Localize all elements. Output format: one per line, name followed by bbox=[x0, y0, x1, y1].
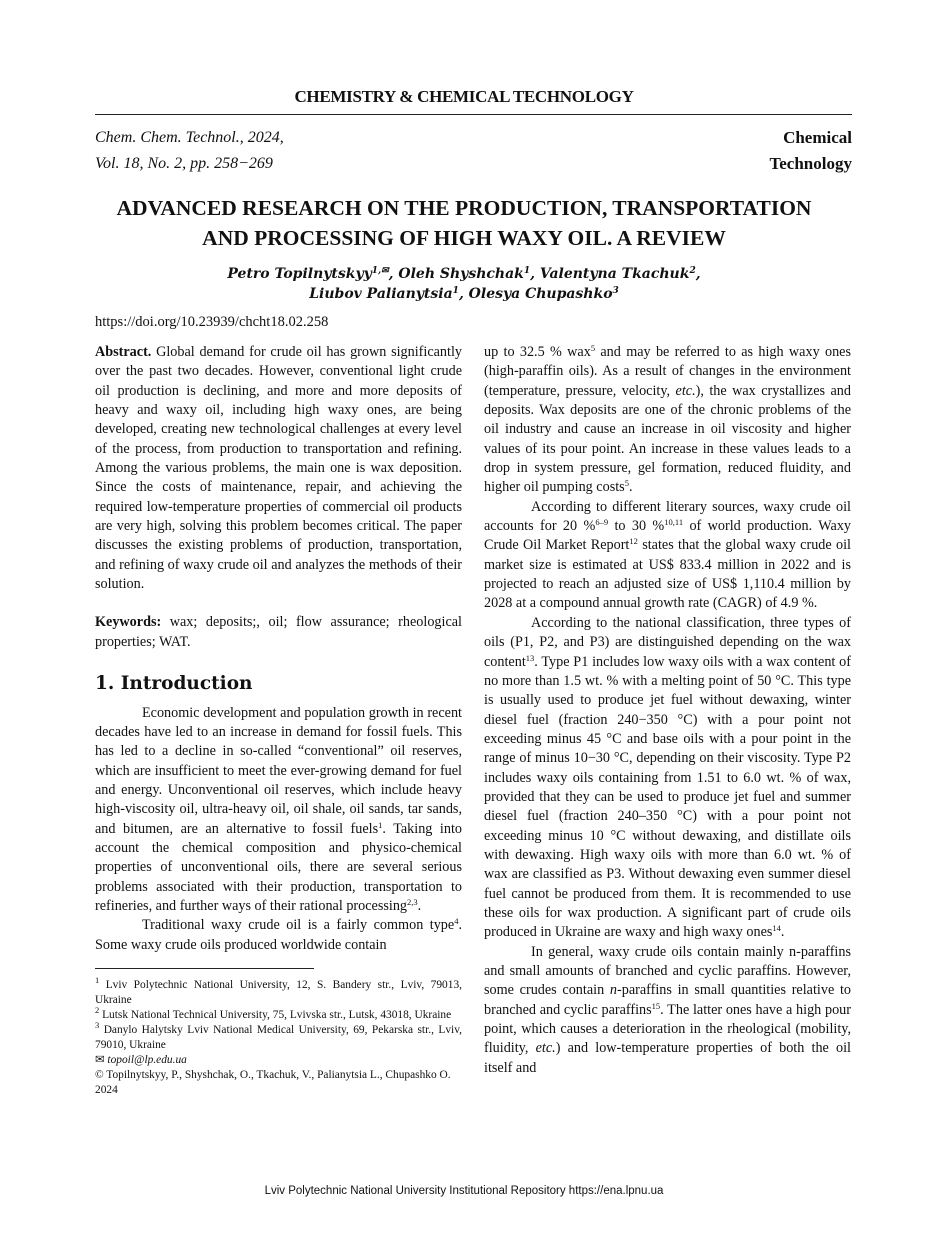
section-heading: 1. Introduction bbox=[95, 673, 253, 695]
superscript-ref: 1 bbox=[452, 286, 459, 296]
text-run: up to 32.5 % wax bbox=[484, 344, 591, 360]
keywords bbox=[95, 613, 462, 652]
text-run: , Valentyna Tkachuk bbox=[530, 266, 690, 282]
text-run: According to the national classification, three types of oils (P1, P2, and P3) are distinguished depending on the wax content bbox=[484, 614, 851, 670]
journal-banner: CHEMISTRY & CHEMICAL TECHNOLOGY bbox=[294, 87, 634, 106]
doi-link[interactable]: https://doi.org/10.23939/chcht18.02.258 bbox=[95, 314, 329, 330]
left-column bbox=[95, 343, 462, 955]
text-run: ) and low-temperature properties of both the oil itself and bbox=[484, 1040, 851, 1076]
text-run: In general, waxy crude oils contain mainly n-paraffins and small amounts of branched and cyclic paraffins. However, some crudes contain bbox=[484, 943, 851, 999]
superscript-ref: 2 bbox=[689, 266, 696, 276]
text-run: Lviv Polytechnic National University, 12, S. Bandery str., Lviv, 79013, Ukraine bbox=[95, 979, 462, 1006]
right-column bbox=[484, 343, 851, 1078]
footnote-email[interactable] bbox=[95, 1053, 462, 1068]
repository-footer: Lviv Polytechnic National University Institutional Repository https://ena.lpnu.ua bbox=[264, 1185, 664, 1197]
text-run: etc. bbox=[535, 1040, 556, 1057]
footnote-affiliation-1 bbox=[95, 975, 462, 1008]
citation bbox=[95, 125, 284, 177]
text-run: of world production. Waxy Crude Oil Market Report bbox=[484, 518, 852, 554]
text-run: . Type P1 includes low waxy oils with a wax content of no more than 1.5 wt. % with a melting point of 50 °C. This type is usually used to produce jet fuel without dewaxing, winter diesel fuel (fraction 240−350 °C) with a pour point not exceeding minus 45 °C and base oils with a pour point in the range of minus 10−30 °C, depending on their viscosity. Type P2 includes waxy oils containing from 1.51 to 6.0 wt. % of wax, provided that they can be used to produce jet fuel and summer diesel fuel (fraction 240–350 °C) with a pour point not exceeding minus 10 °C without dewaxing, and distillate oils with dewaxing. High waxy oils with more than 6.0 wt. % of wax are classified as P3. Without dewaxing even summer diesel fuel cannot be produced from them. It is recommended to use these oils for wax production. A significant part of crude oils produced in Ukraine are waxy and high waxy ones bbox=[484, 653, 851, 941]
paragraph bbox=[484, 498, 851, 614]
paragraph bbox=[484, 943, 851, 1078]
text-run: Abstract. bbox=[95, 344, 152, 360]
superscript-ref: 5 bbox=[590, 343, 596, 353]
text-run: . The latter ones have a high pour point, which causes a deterioration in the rheological (mobility, fluidity, bbox=[484, 1001, 851, 1057]
text-run: states that the global waxy crude oil market size is estimated at US$ 833.4 million in 2022 and is projected to reach an adjusted size of US$ 1,110.4 million by 2028 at a compound annual growth rate (CAGR) of 4.9 %. bbox=[484, 537, 851, 612]
footnote-divider bbox=[95, 968, 314, 969]
superscript-ref: 4 bbox=[454, 916, 459, 927]
text-run: © Topilnytskyy, P., Shyshchak, O., Tkachuk, V., Palianytsia L., Chupashko O. 2024 bbox=[95, 1069, 451, 1096]
text-run: , Olesya Chupashko bbox=[458, 286, 613, 302]
title-line-2: AND PROCESSING OF HIGH WAXY OIL. A REVIEW bbox=[202, 226, 726, 250]
paragraph bbox=[484, 343, 851, 498]
text-run: . Some waxy crude oils produced worldwide contain bbox=[95, 917, 462, 953]
author-line bbox=[100, 264, 828, 284]
superscript-ref: 2,3 bbox=[407, 896, 418, 907]
superscript-ref: 13 bbox=[525, 652, 535, 663]
author-list bbox=[100, 264, 828, 304]
footnote-affiliation-2 bbox=[95, 1005, 462, 1023]
superscript-ref: 3 bbox=[612, 286, 619, 296]
text-run: etc. bbox=[675, 382, 696, 399]
superscript-ref: 10,11 bbox=[664, 517, 684, 528]
text-run: . bbox=[417, 897, 422, 914]
text-run: wax; deposits;, oil; flow assurance; rheological properties; WAT. bbox=[95, 614, 462, 650]
text-run: . Taking into account the chemical composition and physico-chemical properties of unconventional oils, there are several serious problems associated with their production, transportation to refineries, and further ways of their rational processing bbox=[95, 820, 462, 914]
text-run: Economic development and population growth in recent decades have led to an increase in demand for fossil fuels. This has led to a decline in so-called “conventional” oil reserves, which are insufficient to meet the ever-growing demand for fuel and energy. Unconventional oil reserves, which include heavy high-viscosity oil, ultra-heavy oil, oil shale, oil sands, tar sands, and bitumen, are an alternative to fossil fuels bbox=[95, 704, 462, 837]
text-run: ✉ bbox=[95, 1054, 108, 1066]
footnote-affiliation-3 bbox=[95, 1020, 462, 1053]
paragraph bbox=[95, 704, 462, 917]
author-line bbox=[100, 284, 828, 304]
text-run: ), the wax crystallizes and deposits. Wax deposits are one of the chronic problems of the oil industry and cause an increase in oil viscosity and higher values of its pour point. An increase in these values leads to a drop in system pressure, gel formation, reduced fluidity, and higher oil pumping costs bbox=[484, 382, 851, 496]
superscript-ref: 2 bbox=[95, 1005, 100, 1015]
text-run: Danylo Halytsky Lviv National Medical University, 69, Pekarska str., Lviv, 79010, Ukraine bbox=[95, 1024, 462, 1051]
text-run: Petro Topilnytskyy bbox=[227, 266, 372, 282]
superscript-ref: 12 bbox=[629, 536, 638, 547]
header-divider bbox=[95, 114, 852, 115]
title-line-1: ADVANCED RESEARCH ON THE PRODUCTION, TRANSPORTATION bbox=[116, 196, 812, 220]
citation-line-2: Vol. 18, No. 2, pp. 258−269 bbox=[95, 155, 273, 172]
text-run: n bbox=[609, 982, 617, 999]
superscript-ref: 14 bbox=[772, 923, 781, 934]
text-run: , Oleh Shyshchak bbox=[388, 266, 524, 282]
superscript-ref: 6–9 bbox=[595, 517, 609, 528]
superscript-ref: 3 bbox=[95, 1020, 100, 1030]
text-run: Global demand for crude oil has grown significantly over the past two decades. However, conventional light crude oil production is declining, and more and more deposits of heavy and waxy oil, including high waxy ones, are being developed, creating new technological challenges at every level of the process, from production to transportation and refining. Among the various problems, the main one is wax deposition. Since the costs of maintenance, repair, and achieving the required low-temperature properties of commercial oil products are very high, solving this problem becomes critical. The paper discusses the existing problems of production, transportation, and refining of waxy crude oil and analyzes the methods of their solution. bbox=[95, 344, 462, 593]
footnote-copyright bbox=[95, 1068, 462, 1098]
text-run: topoil@lp.edu.ua bbox=[107, 1054, 187, 1066]
superscript-ref: 15 bbox=[651, 1000, 661, 1011]
footnotes bbox=[95, 975, 462, 1098]
section-label-line-2: Technology bbox=[769, 154, 852, 173]
text-run: . bbox=[780, 924, 785, 941]
abstract bbox=[95, 343, 462, 594]
text-run: Lutsk National Technical University, 75, Lvivska str., Lutsk, 43018, Ukraine bbox=[99, 1009, 452, 1021]
citation-line-1: Chem. Chem. Technol., 2024, bbox=[95, 129, 284, 146]
text-run: -paraffins in small quantities relative to branched and cyclic paraffins bbox=[484, 982, 851, 1018]
text-run: Keywords: bbox=[95, 614, 162, 631]
superscript-ref: 1 bbox=[378, 819, 383, 830]
superscript-ref: 1 bbox=[95, 975, 100, 985]
section-label-line-1: Chemical bbox=[783, 128, 852, 147]
text-run: . bbox=[628, 479, 633, 496]
text-run: Liubov Palianytsia bbox=[309, 286, 453, 302]
superscript-ref: 1,✉ bbox=[371, 266, 389, 276]
text-run: to 30 % bbox=[608, 518, 665, 535]
paragraph bbox=[95, 916, 462, 955]
text-run: Traditional waxy crude oil is a fairly common type bbox=[142, 917, 455, 934]
superscript-ref: 5 bbox=[624, 478, 629, 489]
text-run: , bbox=[695, 266, 701, 282]
text-run: and may be referred to as high waxy ones (high-paraffin oils). As a result of changes in the environment (temperature, pressure, velocity, bbox=[484, 344, 851, 399]
section-label bbox=[769, 125, 852, 177]
paragraph bbox=[484, 614, 851, 943]
article-title bbox=[60, 193, 868, 253]
superscript-ref: 1 bbox=[523, 266, 531, 276]
text-run: According to different literary sources, waxy crude oil accounts for 20 % bbox=[484, 498, 851, 535]
